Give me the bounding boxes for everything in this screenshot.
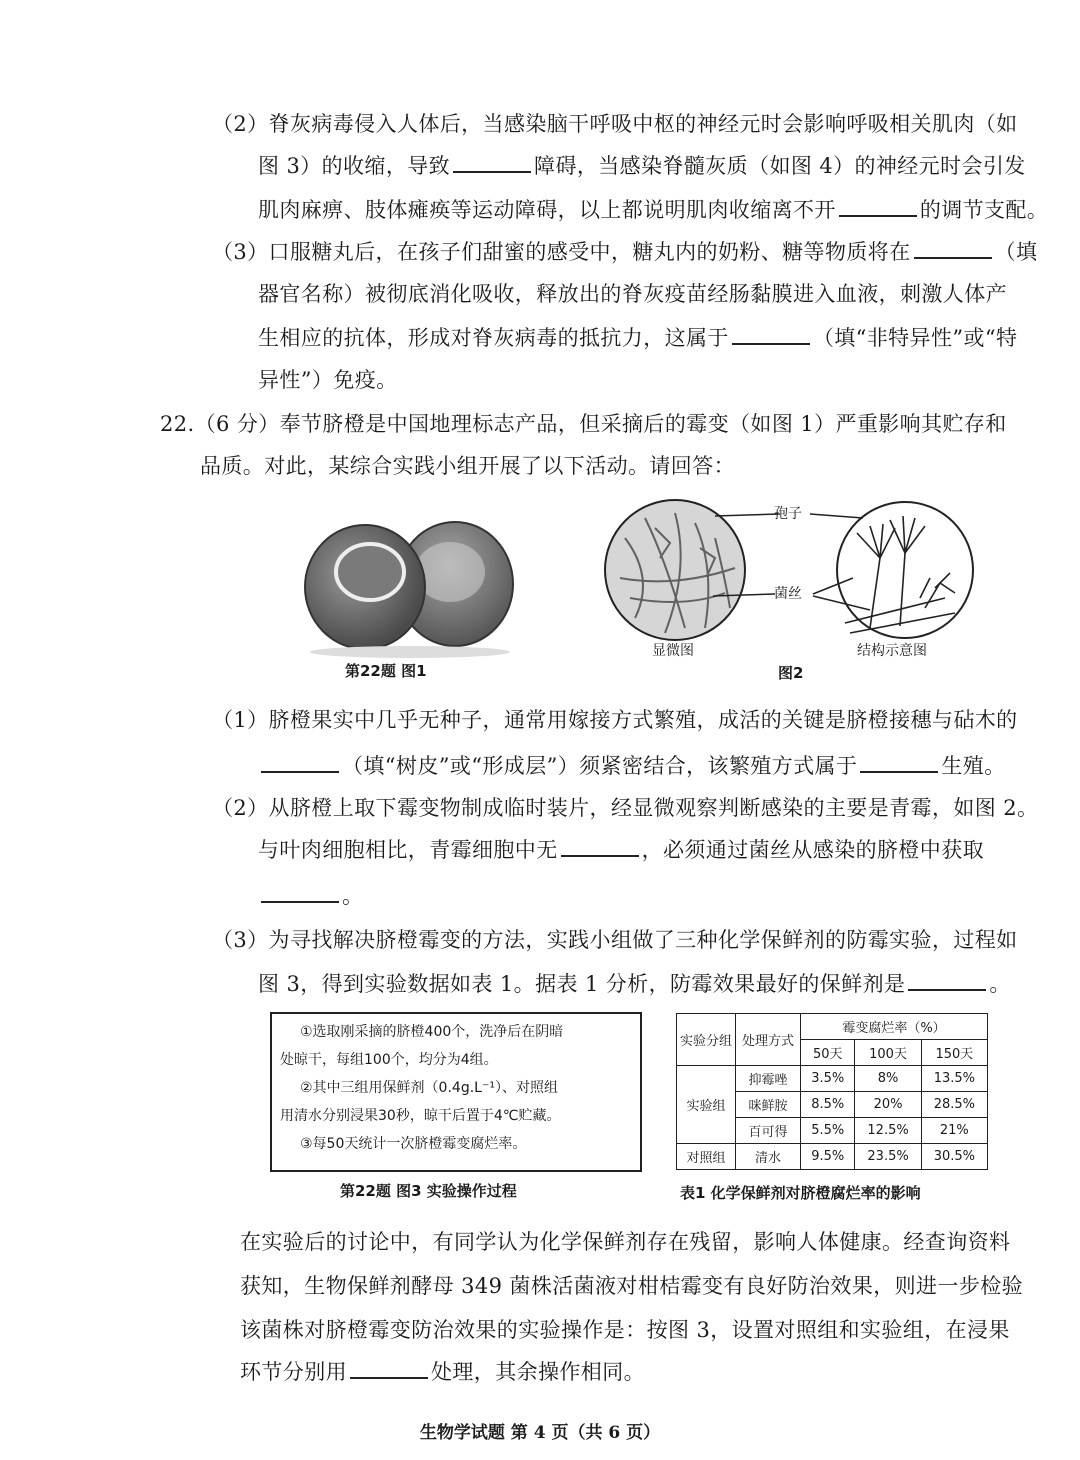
table-cell: 21%	[921, 1118, 987, 1144]
table-header-treatment: 处理方式	[736, 1014, 801, 1066]
q21-p3-line4: 异性”）免疫。	[258, 368, 398, 392]
table-header-group: 实验分组	[677, 1014, 736, 1066]
q22-discussion-line1: 在实验后的讨论中，有同学认为化学保鲜剂存在残留，影响人体健康。经查询资料	[240, 1230, 1011, 1254]
answer-blank[interactable]	[839, 211, 917, 217]
q22-p2-line2: 与叶肉细胞相比，青霉细胞中无 ，必须通过菌丝从感染的脐橙中获取	[258, 838, 985, 862]
table-cell: 23.5%	[855, 1144, 921, 1170]
answer-blank[interactable]	[261, 897, 339, 903]
q21-p2-line3: 肌肉麻痹、肢体瘫痪等运动障碍，以上都说明肌肉收缩离不开 的调节支配。	[258, 198, 1049, 222]
table-row	[677, 1066, 988, 1092]
q21-p3-line1: （3）口服糖丸后，在孩子们甜蜜的感受中，糖丸内的奶粉、糖等物质将在 （填	[212, 240, 1038, 264]
q22-discussion-line3: 该菌株对脐橙霉变防治效果的实验操作是：按图 3，设置对照组和实验组，在浸果	[240, 1318, 1010, 1342]
table1-caption: 表1 化学保鲜剂对脐橙腐烂率的影响	[680, 1184, 921, 1202]
answer-blank[interactable]	[453, 167, 531, 173]
procedure-step: ①选取刚采摘的脐橙400个，洗净后在阴暗	[300, 1024, 564, 1040]
q22-intro-line1: 22.（6 分）奉节脐橙是中国地理标志产品，但采摘后的霉变（如图 1）严重影响其贮存和	[160, 412, 1007, 436]
label-spore: 孢子	[774, 506, 802, 522]
table-cell: 28.5%	[921, 1092, 987, 1118]
table1-rot-rate	[676, 1013, 988, 1170]
table-cell: 12.5%	[855, 1118, 921, 1144]
figure2-caption: 图2	[778, 664, 804, 682]
table-cell: 3.5%	[801, 1066, 855, 1092]
figure3-caption: 第22题 图3 实验操作过程	[340, 1182, 517, 1200]
q21-p2-line2: 图 3）的收缩，导致 障碍，当感染脊髓灰质（如图 4）的神经元时会引发	[258, 154, 1026, 178]
q22-p1-line1: （1）脐橙果实中几乎无种子，通常用嫁接方式繁殖，成活的关键是脐橙接穗与砧木的	[212, 708, 1018, 732]
table-cell-ctrl-group: 对照组	[677, 1144, 736, 1170]
table-cell: 9.5%	[801, 1144, 855, 1170]
answer-blank[interactable]	[860, 767, 938, 773]
answer-blank[interactable]	[908, 985, 986, 991]
q22-p1-line2: （填“树皮”或“形成层”）须紧密结合，该繁殖方式属于 生殖。	[258, 746, 1006, 786]
table-cell-exp-group: 实验组	[677, 1066, 736, 1144]
q22-p3-line2: 图 3，得到实验数据如表 1。据表 1 分析，防霉效果最好的保鲜剂是 。	[258, 972, 1011, 996]
table-row	[677, 1144, 988, 1170]
table-header-day: 100天	[855, 1040, 921, 1066]
table-cell: 清水	[736, 1144, 801, 1170]
table-cell: 抑霉唑	[736, 1066, 801, 1092]
q21-p3-line2: 器官名称）被彻底消化吸收，释放出的脊灰疫苗经肠黏膜进入血液，刺激人体产	[258, 282, 1007, 306]
table-cell: 咪鲜胺	[736, 1092, 801, 1118]
table-cell: 20%	[855, 1092, 921, 1118]
q21-p3-line3: 生相应的抗体，形成对脊灰病毒的抵抗力，这属于 （填“非特异性”或“特	[258, 326, 1018, 350]
answer-blank[interactable]	[732, 339, 810, 345]
figure1-oranges-image	[300, 512, 520, 662]
figure1-caption: 第22题 图1	[345, 662, 427, 680]
procedure-step: 处晾干，每组100个，均分为4组。	[280, 1052, 498, 1068]
q22-p2-line3: 。	[258, 876, 363, 916]
table-header-day: 50天	[801, 1040, 855, 1066]
answer-blank[interactable]	[261, 767, 339, 773]
q22-intro-line2: 品质。对此，某综合实践小组开展了以下活动。请回答：	[200, 454, 735, 478]
q22-discussion-line2: 获知，生物保鲜剂酵母 349 菌株活菌液对柑桔霉变有良好防治效果，则进一步检验	[240, 1274, 1024, 1298]
answer-blank[interactable]	[914, 253, 992, 259]
table-header-rate: 霉变腐烂率（%）	[801, 1014, 988, 1040]
q22-p3-line1: （3）为寻找解决脐橙霉变的方法，实践小组做了三种化学保鲜剂的防霉实验，过程如	[212, 928, 1018, 952]
figure2-micro-label: 显微图	[652, 643, 694, 659]
table-cell: 8%	[855, 1066, 921, 1092]
table-cell: 5.5%	[801, 1118, 855, 1144]
figure3-procedure-box	[270, 1012, 642, 1172]
page-footer: 生物学试题 第 4 页（共 6 页）	[419, 1423, 661, 1443]
table-cell: 13.5%	[921, 1066, 987, 1092]
answer-blank[interactable]	[561, 851, 639, 857]
table-cell: 30.5%	[921, 1144, 987, 1170]
table-cell: 8.5%	[801, 1092, 855, 1118]
figure2-struct-label: 结构示意图	[857, 643, 927, 659]
procedure-step: ②其中三组用保鲜剂（0.4g.L⁻¹）、对照组	[300, 1080, 558, 1096]
procedure-step: ③每50天统计一次脐橙霉变腐烂率。	[300, 1136, 527, 1152]
answer-blank[interactable]	[350, 1373, 428, 1379]
procedure-step: 用清水分别浸果30秒，晾干后置于4℃贮藏。	[280, 1108, 561, 1124]
q21-p2-line1: （2）脊灰病毒侵入人体后，当感染脑干呼吸中枢的神经元时会影响呼吸相关肌肉（如	[212, 112, 1018, 136]
table-cell: 百可得	[736, 1118, 801, 1144]
q22-discussion-line4: 环节分别用 处理，其余操作相同。	[240, 1360, 645, 1384]
table-header-day: 150天	[921, 1040, 987, 1066]
label-hypha: 菌丝	[774, 586, 802, 602]
q22-p2-line1: （2）从脐橙上取下霉变物制成临时装片，经显微观察判断感染的主要是青霉，如图 2。	[212, 796, 1039, 820]
